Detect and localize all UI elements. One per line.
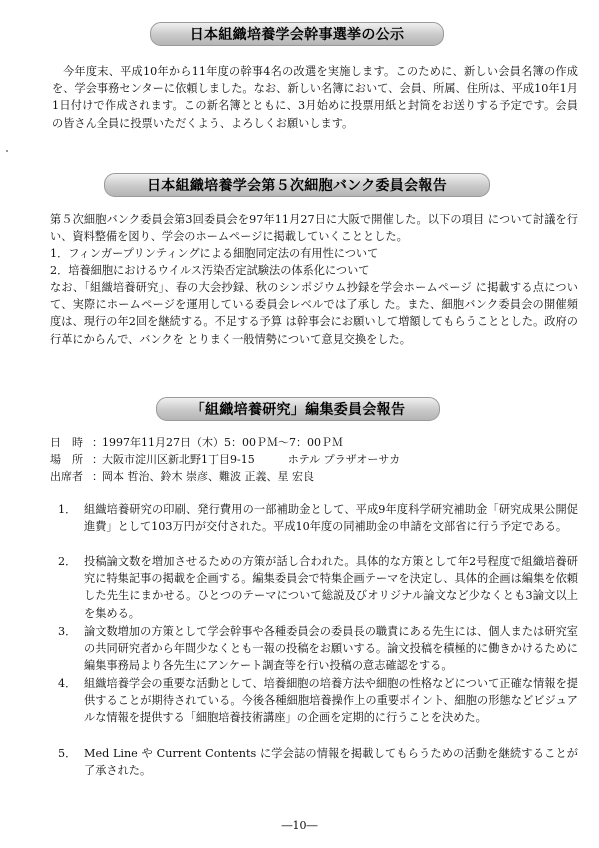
- meeting-attendees-value: 岡本 哲治、鈴木 崇彦、難波 正義、星 宏良: [102, 470, 314, 483]
- meeting-date-label: 日 時: [50, 436, 83, 449]
- item-number: 1．: [58, 503, 77, 516]
- meeting-date-value: 1997年11月27日（木）5：00ＰＭ～7：00ＰＭ: [102, 436, 343, 449]
- scan-mark: [6, 150, 8, 152]
- item-text: 論文数増加の方策として学会幹事や各種委員会の委員長の職責にある先生には、個人または研究室の共同研究者から年間少なくとも一報の投稿をお願いする。論文投稿を積極的に働きかけるために編集事務局より各先生にアンケート調査等を行い投稿の意志確認をする。: [84, 625, 578, 673]
- cell-bank-note: なお、「組織培養研究」、春の大会抄録、秋のシンポジウム抄録を学会ホームページ に掲載する点について、実際にホームページを運用している委員会レベルでは了承し た。また、細胞バンク委員会の開催頻度は、現行の年2回を継続する。不足する予算 は幹事会にお願いして増額してもらうこととした。政府の行革にからんで、バンクを とりまく一般情勢について意見交換をした。: [50, 281, 578, 346]
- meeting-date-row: 日 時 ： 1997年11月27日（木）5：00ＰＭ～7：00ＰＭ: [50, 436, 343, 449]
- item-text: 組織培養学会の重要な活動として、培養細胞の培養方法や細胞の性格などについて正確な情報を提供することが期待されている。今後各種細胞培養操作上の重要ポイント、細胞の形態などビジュアルな情報を提供する「細胞培養技術講座」の企画を定期的に行うことを決めた。: [84, 677, 578, 725]
- meeting-attendees-row: 出席者 ： 岡本 哲治、鈴木 崇彦、難波 正義、星 宏良: [50, 470, 314, 483]
- editorial-item-4: [58, 675, 578, 727]
- item-number: 2．: [58, 555, 77, 568]
- editorial-item-2: [58, 553, 578, 622]
- meeting-place-label: 場 所: [50, 453, 83, 466]
- cell-bank-item-1: 1．フィンガープリンティングによる細胞同定法の有用性について: [50, 247, 379, 260]
- item-number: 5．: [58, 747, 77, 760]
- meeting-attendees-label: 出席者: [50, 470, 83, 483]
- item-text: Med Line や Current Contents に学会誌の情報を掲載してもらうための活動を継続することが了承された。: [84, 747, 578, 778]
- cell-bank-intro: 第５次細胞バンク委員会第3回委員会を97年11月27日に大阪で開催した。以下の項目 について討議を行い、資料整備を図り、学会のホームページに掲載していくこととした。: [50, 213, 578, 244]
- item-number: 4．: [58, 677, 77, 690]
- election-notice-text: 今年度末、平成10年から11年度の幹事4名の改選を実施します。このために、新しい会員名簿の作成を、学会事務センターに依頼しました。なお、新しい名簿において、会員、所属、住所は、平成10年1月1日付けで作成されます。この新名簿とともに、3月始めに投票用紙と封筒をお送りする予定です。会員の皆さん全員に投票いただくよう、よろしくお願いします。: [52, 65, 578, 130]
- item-text: 投稿論文数を増加させるための方策が話し合われた。具体的な方策として年2号程度で組織培養研究に特集記事の掲載を企画する。編集委員会で特集企画テーマを決定し、具体的企画は編集を依頼した先生にまかせる。ひとつのテーマについて総説及びオリジナル論文など少なくとも3論文以上を集める。: [84, 555, 578, 620]
- section-heading-editorial: 「組織培養研究」編集委員会報告: [156, 397, 440, 421]
- editorial-item-3: [58, 623, 578, 675]
- section-heading-cell-bank: 日本組織培養学会第５次細胞バンク委員会報告: [104, 173, 490, 197]
- editorial-item-5: [58, 745, 578, 779]
- meeting-info: [50, 434, 400, 485]
- meeting-place-row: 場 所 ： 大阪市淀川区新北野1丁目9-15 ホテル プラザオーサカ: [50, 453, 401, 466]
- meeting-place-value: 大阪市淀川区新北野1丁目9-15 ホテル プラザオーサカ: [102, 453, 401, 466]
- page-number: ―10―: [281, 819, 318, 832]
- section-heading-election: 日本組織培養学会幹事選挙の公示: [150, 22, 444, 46]
- editorial-item-1: [58, 501, 578, 535]
- item-text: 組織培養研究の印刷、発行費用の一部補助金として、平成9年度科学研究補助金「研究成果公開促進費」として103万円が交付された。平成10年度の同補助金の申請を文部省に行う予定である。: [84, 503, 578, 534]
- item-number: 3．: [58, 625, 77, 638]
- cell-bank-item-2: 2．培養細胞におけるウイルス汚染否定試験法の体系化について: [50, 264, 370, 277]
